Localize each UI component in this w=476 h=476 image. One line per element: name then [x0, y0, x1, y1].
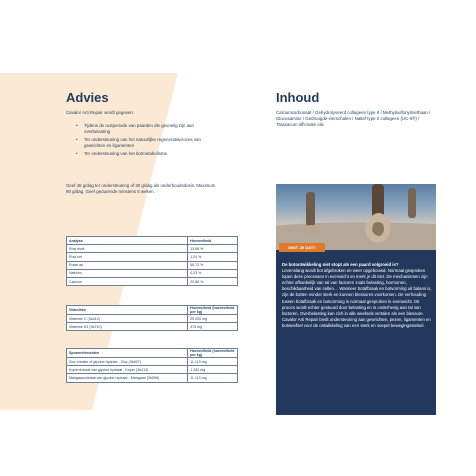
table-cell: Natrium	[67, 269, 188, 277]
advies-title: Advies	[66, 90, 109, 105]
trace-elements-table	[66, 348, 238, 383]
table-cell: 1,24 %	[188, 253, 238, 261]
ingredients-text: Calciumcarbonaat / Gehydrolyseerd collageen type II / Methylsulfonylmethaan / Glucosamine / Gedroogde eierschalen / Natief type II collageen (UC-II®) / Taraxacum officinale olie	[276, 110, 431, 128]
table-cell: Zinc chelate of glycine hydrate - Zinc (3b607)	[67, 358, 188, 366]
advies-intro: Cavalor Arti Repair wordt gegeven:	[66, 110, 135, 115]
table-header-cell: Analyse	[67, 237, 188, 245]
vitamins-table	[66, 305, 238, 331]
table-cell: Koperchelaat van glycine hydraat - Koper (3b413)	[67, 366, 188, 374]
advies-dosage: Geef 45 g/dag ter ondersteuning of 30 g/dag als onderhoudsdosis. Maximum 90 g/dag. Geef gedurende minstens 6 weken.	[66, 183, 216, 195]
table-cell: Ruwe as	[67, 261, 188, 269]
table-row	[67, 358, 238, 366]
table-cell: Vitamine C (3a312)	[67, 315, 188, 323]
table-row	[67, 269, 238, 277]
table-cell: 55,72 %	[188, 261, 238, 269]
table-cell: Vitamine K3 (3a710)	[67, 323, 188, 331]
table-cell: Ruw eiwit	[67, 245, 188, 253]
table-header-cell: Hoeveelheid (hoeveelheid per kg)	[188, 306, 238, 315]
wist-je-dat-badge: WIST JE DAT?	[279, 243, 325, 252]
table-row	[67, 245, 238, 253]
table-cell: 20,88 %	[188, 277, 238, 285]
advies-bullet: • Ter ondersteuning van het botmetabolisme.	[74, 151, 214, 157]
table-header-row	[67, 349, 238, 358]
advies-bullet-list	[74, 123, 214, 159]
table-row	[67, 277, 238, 285]
table-row	[67, 253, 238, 261]
table-cell: 13,96 %	[188, 245, 238, 253]
table-cell: 475 mg	[188, 323, 238, 331]
table-cell: Calcium	[67, 277, 188, 285]
table-header-cell: Hoeveelheid (hoeveelheid per kg)	[188, 349, 238, 358]
table-cell: Ruw vet	[67, 253, 188, 261]
advies-bullet: • Ter ondersteuning van het natuurlijke regeneratieproces van gewrichten en ligamenten	[74, 137, 214, 149]
table-cell: 0,23 %	[188, 269, 238, 277]
table-cell: 1 282 mg	[188, 366, 238, 374]
table-row	[67, 261, 238, 269]
advies-bullet: • Tijdens de rustperiode van paarden die gevoelig zijn aan overbelasting	[74, 123, 214, 135]
table-row	[67, 366, 238, 374]
table-cell: 11 113 mg	[188, 374, 238, 382]
table-row	[67, 323, 238, 331]
info-box-body: Levenslang wordt bot afgebroken en weer opgebouwd. Normaal gesproken lopen deze processen in evenwicht en merk je dit niet. De mechanismen zijn echter afhankelijk van tal van factoren zoals belasting, hormonen, beschikbaarheid van cellen… Wanneer botafbraak en botvorming uit balans is, zijn de botten minder sterk en kunnen blessures voorkomen. De verhouding tussen botafbraak en botvorming is normaal gesproken in evenwicht. Dit proces wordt echter gestuurd door belasting en is onderhevig aan tal van factoren. Overbelasting kan zich in alle weefsels vertalen als een blessure. Cavalor Arti Repair biedt ondersteuning aan gewrichten, pezen, ligamenten en botweefsel voor de ontwikkeling van een sterk en soepel bewegingsstelsel.	[282, 268, 432, 328]
analysis-table	[66, 236, 238, 286]
table-cell: 11 113 mg	[188, 358, 238, 366]
inhoud-title: Inhoud	[276, 90, 320, 105]
horse-legs-illustration	[276, 184, 436, 250]
table-header-cell: Vitamines	[67, 306, 188, 315]
horse-hoof-photo	[276, 184, 436, 250]
table-row	[67, 374, 238, 382]
info-box-question: De botontwikkeling niet stopt als een paard volgroeid is?	[282, 262, 399, 267]
info-box-text	[282, 262, 432, 329]
table-header-cell: Sporenelementen	[67, 349, 188, 358]
table-header-row	[67, 306, 238, 315]
table-row	[67, 315, 238, 323]
table-header-cell: Hoeveelheid	[188, 237, 238, 245]
table-cell: Mangaanchelaat van glycine hydraat - Mangaan (3b506)	[67, 374, 188, 382]
table-header-row	[67, 237, 238, 245]
table-cell: 25 000 mg	[188, 315, 238, 323]
